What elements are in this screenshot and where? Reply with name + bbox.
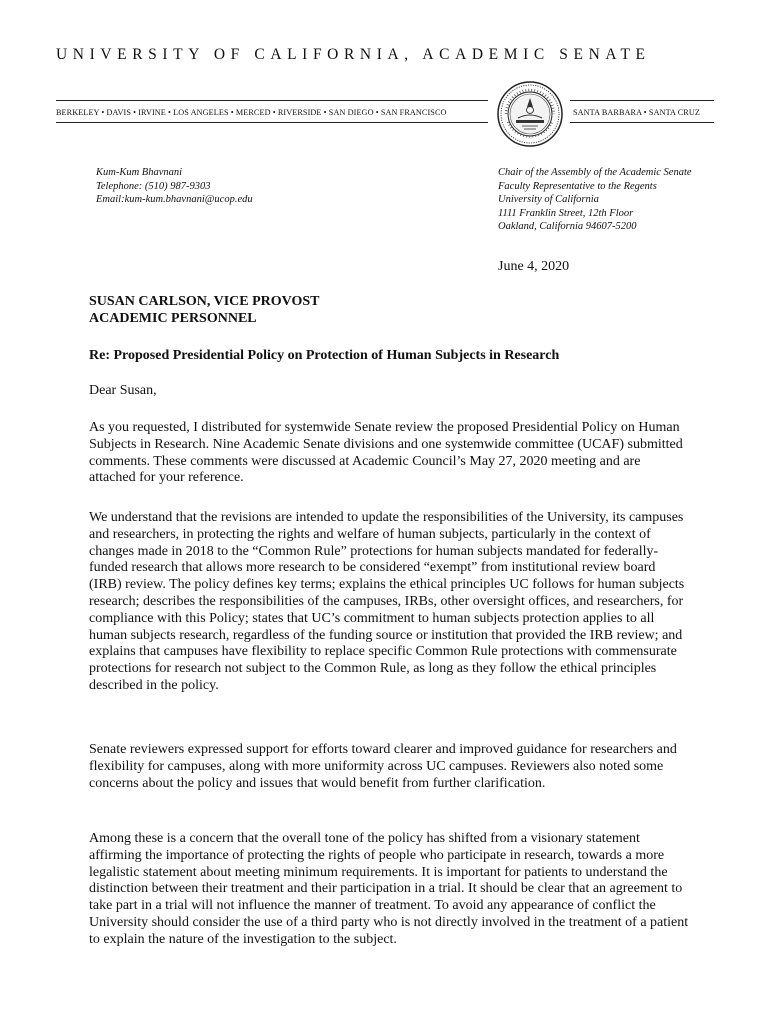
- university-seal-icon: [496, 80, 564, 148]
- office-line-3: University of California: [498, 194, 599, 205]
- sender-block: [96, 166, 253, 207]
- office-block: [498, 166, 692, 234]
- paragraph-4: Among these is a concern that the overall tone of the policy has shifted from a visionary statement affirming the importance of protecting the rights of people who participate in research, towards a more legalistic statement about meeting minimum requirements. It is important for patients to understand the distinction between their treatment and their participation in a trial. It should be clear that an agreement to take part in a trial will not influence the manner of treatment. To avoid any appearance of conflict the University should consider the use of a third party who is not directly involved in the treatment of a patient to explain the nature of the investigation to the subject.: [89, 831, 689, 947]
- letterhead-rule-right-top: [570, 100, 714, 101]
- office-line-2: Faculty Representative to the Regents: [498, 180, 657, 192]
- paragraph-1: As you requested, I distributed for systemwide Senate review the proposed Presidential Policy on Human Subjects in Research. Nine Academic Senate divisions and one systemwide committee (UCAF) submitted comments. These comments were discussed at Academic Council’s May 27, 2020 meeting and are attached for your reference.: [89, 420, 683, 486]
- office-line-1: Chair of the Assembly of the Academic Senate: [498, 167, 692, 178]
- sender-email: Email:kum-kum.bhavnani@ucop.edu: [96, 194, 253, 205]
- sender-telephone: Telephone: (510) 987-9303: [96, 180, 211, 192]
- letterhead-rule-left-top: [56, 100, 488, 101]
- subject-line: Re: Proposed Presidential Policy on Protection of Human Subjects in Research: [89, 348, 560, 363]
- office-line-4: 1111 Franklin Street, 12th Floor: [498, 207, 634, 219]
- letterhead-rule-left-bottom: [56, 122, 488, 123]
- letterhead-title: UNIVERSITY OF CALIFORNIA, ACADEMIC SENATE: [56, 46, 651, 63]
- campus-list-left: BERKELEY • DAVIS • IRVINE • LOS ANGELES • MERCED • RIVERSIDE • SAN DIEGO • SAN FRANCISCO: [56, 108, 447, 117]
- paragraph-3: Senate reviewers expressed support for efforts toward clearer and improved guidance for researchers and flexibility for campuses, along with more uniformity across UC campuses. Reviewers also noted some concerns about the policy and issues that would benefit from further clarification.: [89, 742, 677, 791]
- paragraph-2: We understand that the revisions are intended to update the responsibilities of the University, its campuses and researchers, in protecting the rights and welfare of human subjects, particularly in the context of changes made in 2018 to the “Common Rule” protections for human subjects mandated for federally-funded research that allows more research to be considered “exempt” from institutional review board (IRB) review. The policy defines key terms; explains the ethical principles UC follows for human subjects research; describes the responsibilities of the campuses, IRBs, other oversight offices, and researchers, for compliance with this Policy; states that UC’s commitment to human subjects protection applies to all human subjects research, regardless of the funding source or institution that provided the IRB review; and explains that campuses have flexibility to replace specific Common Rule protections with commensurate protections for research not subject to the Common Rule, as long as they follow the ethical principles described in the policy.: [89, 510, 685, 693]
- sender-name: Kum-Kum Bhavnani: [96, 167, 183, 178]
- salutation: Dear Susan,: [89, 383, 157, 398]
- letter-date: June 4, 2020: [498, 259, 570, 274]
- office-line-5: Oakland, California 94607-5200: [498, 221, 637, 232]
- letterhead-rule-right-bottom: [570, 122, 714, 123]
- recipient-block: [89, 294, 689, 328]
- recipient-line-1: SUSAN CARLSON, VICE PROVOST: [89, 294, 320, 309]
- campus-list-right: SANTA BARBARA • SANTA CRUZ: [573, 108, 700, 117]
- recipient-line-2: ACADEMIC PERSONNEL: [89, 310, 257, 326]
